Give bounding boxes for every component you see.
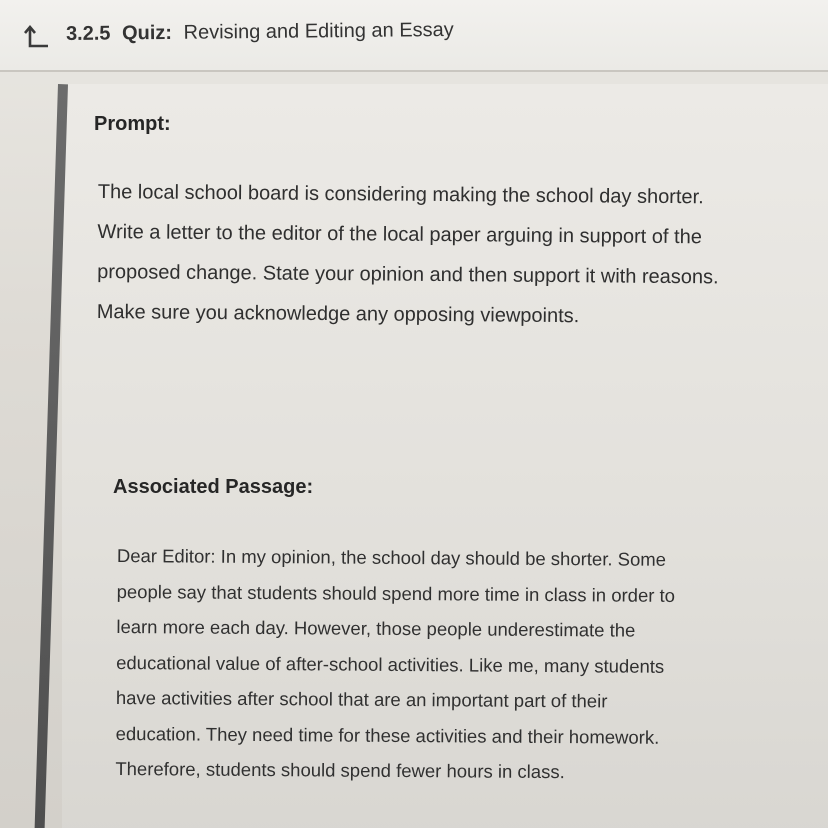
passage-line: Therefore, students should spend fewer hours in class. <box>115 757 565 783</box>
passage-heading: Associated Passage: <box>113 476 314 498</box>
lesson-number: 3.2.5 <box>65 22 111 45</box>
prompt-line: Write a letter to the editor of the local paper arguing in support of the <box>97 220 702 249</box>
prompt-text <box>97 172 798 338</box>
quiz-label: Quiz: <box>121 21 173 45</box>
passage-line: educational value of after-school activities. Like me, many students <box>116 651 665 677</box>
passage-line: people say that students should spend more time in class in order to <box>116 580 676 606</box>
quiz-title: Revising and Editing an Essay <box>183 18 454 44</box>
prompt-line: proposed change. State your opinion and then support it with reasons. <box>97 260 719 289</box>
passage-line: have activities after school that are an important part of their <box>115 686 608 712</box>
passage-line: education. They need time for these activities and their homework. <box>115 722 660 748</box>
passage-line: Dear Editor: In my opinion, the school day should be shorter. Some <box>116 544 667 570</box>
prompt-line: Make sure you acknowledge any opposing viewpoints. <box>96 300 580 328</box>
passage-line: learn more each day. However, those people underestimate the <box>116 615 636 641</box>
back-arrow-icon[interactable] <box>22 22 52 52</box>
prompt-heading: Prompt: <box>94 113 171 135</box>
page-title <box>66 16 454 48</box>
prompt-line: The local school board is considering making the school day shorter. <box>97 180 704 209</box>
passage-text <box>115 538 807 791</box>
quiz-header <box>0 0 828 72</box>
